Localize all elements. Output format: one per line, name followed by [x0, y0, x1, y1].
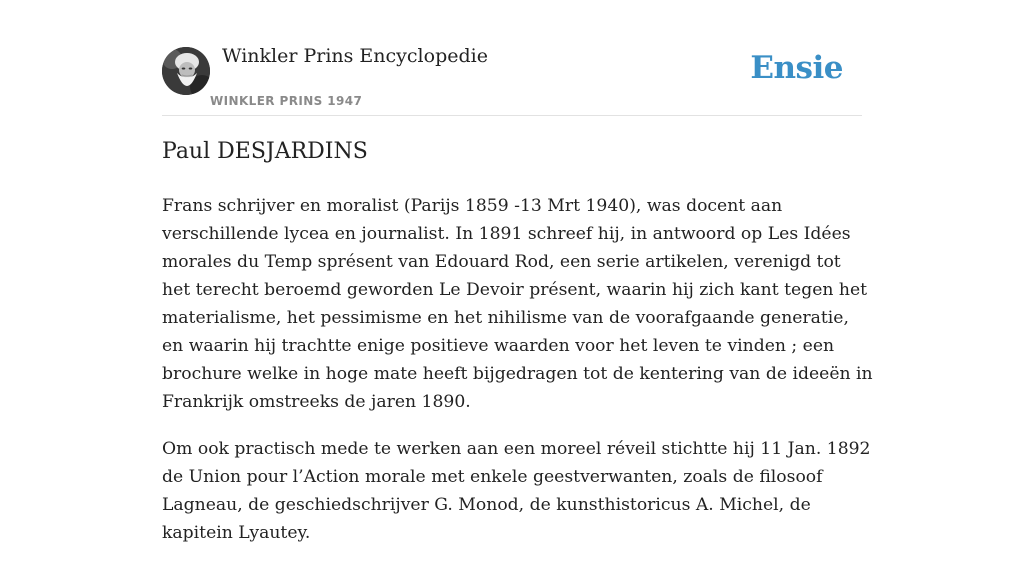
avatar[interactable]: [162, 47, 210, 95]
brand-logo-link[interactable]: Ensie: [750, 50, 843, 86]
article-body: [162, 192, 874, 566]
site-name-link[interactable]: Winkler Prins Encyclopedie: [222, 45, 488, 67]
article-title: Paul DESJARDINS: [162, 139, 368, 164]
edition-label: WINKLER PRINS 1947: [210, 94, 363, 108]
header: [162, 0, 862, 116]
bearded-man-portrait-icon: [162, 47, 210, 95]
article-paragraph: Frans schrijver en moralist (Parijs 1859 -13 Mrt 1940), was docent aan verschillende lycea en journalist. In 1891 schreef hij, in antwoord op Les Idées morales du Temp sprésent van Edouard Rod, een serie artikelen, verenigd tot het terecht beroemd geworden Le Devoir présent, waarin hij zich kant tegen het materialisme, het pessimisme en het nihilisme van de voorafgaande generatie, en waarin hij trachtte enige positieve waarden voor het leven te vinden ; een brochure welke in hoge mate heeft bijgedragen tot de kentering van de ideeën in Frankrijk omstreeks de jaren 1890.: [162, 196, 873, 412]
page: [162, 0, 873, 543]
article-paragraph: Om ook practisch mede te werken aan een moreel réveil stichtte hij 11 Jan. 1892 de Union pour l’Action morale met enkele geestverwanten, zoals de filosoof Lagneau, de geschiedschrijver G. Monod, de kunsthistoricus A. Michel, de kapitein Lyautey.: [162, 439, 871, 543]
